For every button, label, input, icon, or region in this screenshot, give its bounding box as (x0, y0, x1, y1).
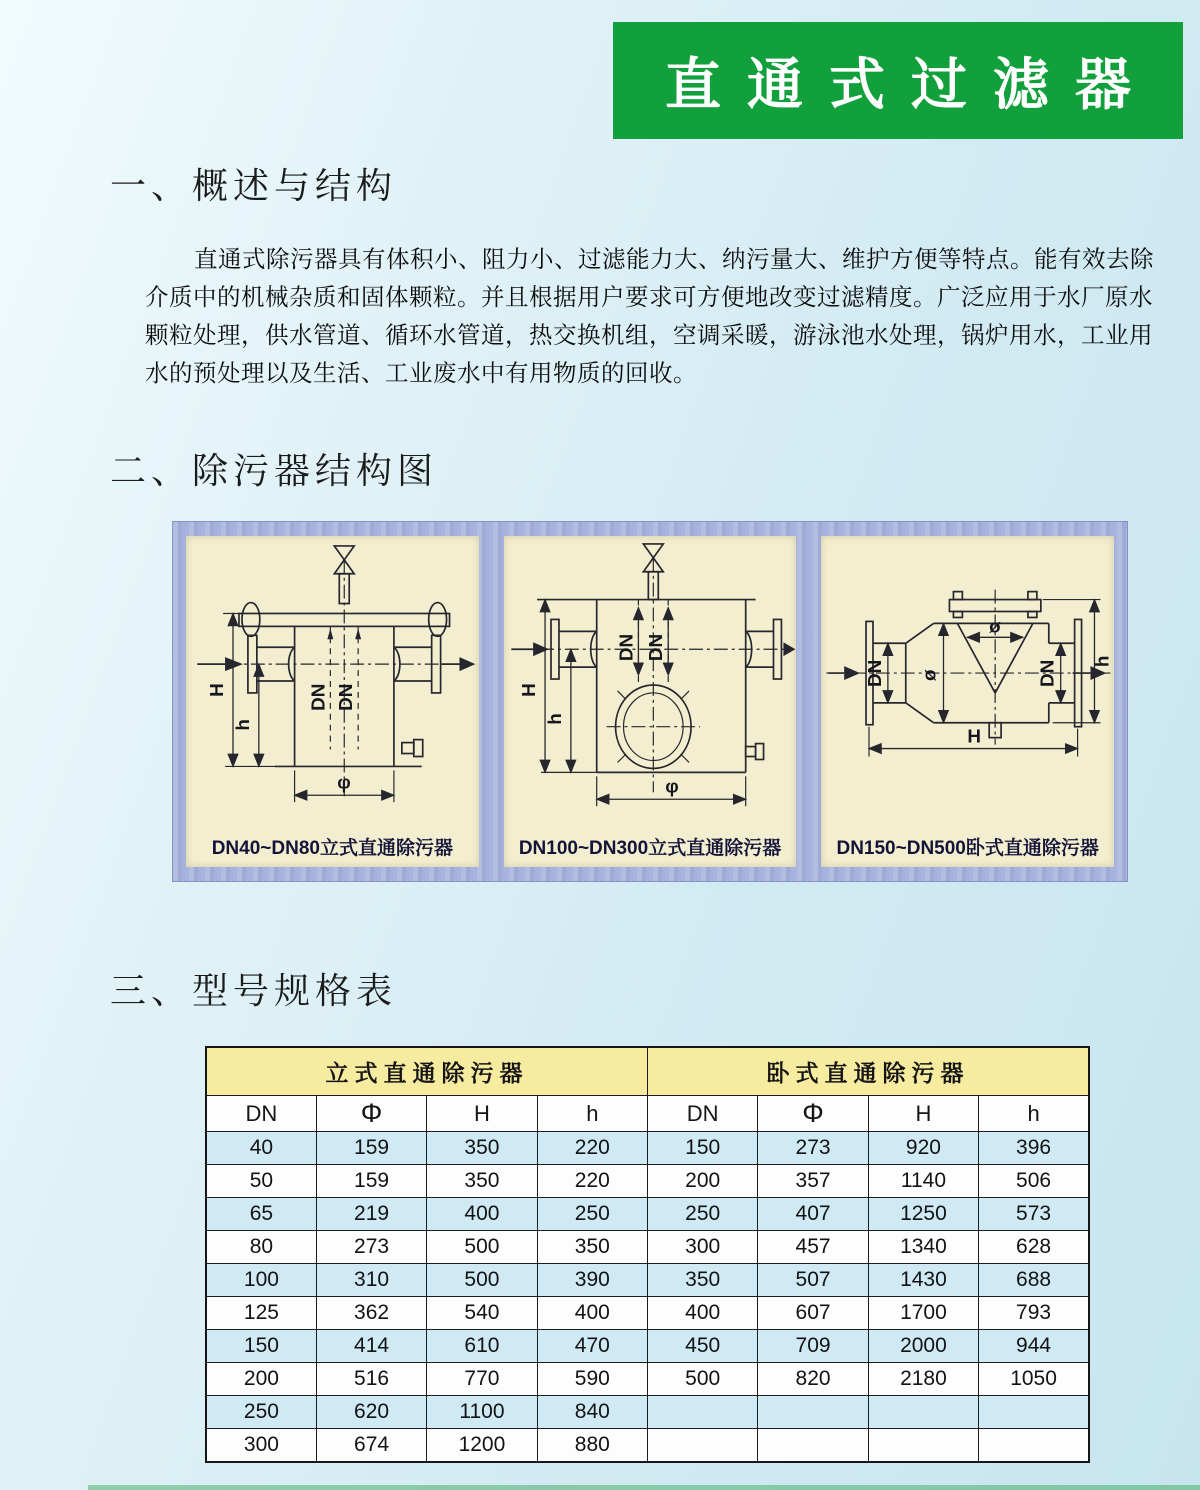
dim-label-h: h (543, 713, 565, 725)
table-cell (868, 1396, 978, 1429)
table-cell (758, 1396, 868, 1429)
table-cell: 770 (427, 1363, 537, 1396)
table-row (206, 1264, 1089, 1297)
table-cell: 674 (316, 1429, 426, 1463)
table-cell (979, 1396, 1089, 1429)
dim-label-phi: φ (664, 775, 679, 797)
table-cell: 590 (537, 1363, 647, 1396)
col-header: h (537, 1096, 647, 1132)
table-cell: 400 (427, 1198, 537, 1231)
table-cell: 457 (758, 1231, 868, 1264)
table-cell: 250 (537, 1198, 647, 1231)
section-heading-overview: 一、概述与结构 (110, 165, 398, 206)
table-cell: 220 (537, 1132, 647, 1165)
dim-label-h: h (1091, 655, 1113, 668)
table-cell: 628 (979, 1231, 1089, 1264)
dim-label-H: H (517, 683, 539, 697)
table-cell: 310 (316, 1264, 426, 1297)
table-row (206, 1231, 1089, 1264)
dim-label-dn-left: DN (615, 633, 637, 662)
table-row (206, 1198, 1089, 1231)
intro-line: 介质中的机械杂质和固体颗粒。并且根据用户要求可方便地改变过滤精度。广泛应用于水厂原水 (145, 284, 1153, 310)
section-heading-spec-table: 三、型号规格表 (110, 970, 398, 1011)
table-row (206, 1429, 1089, 1463)
table-cell: 273 (316, 1231, 426, 1264)
table-cell: 357 (758, 1165, 868, 1198)
table-cell: 219 (316, 1198, 426, 1231)
table-cell: 50 (206, 1165, 316, 1198)
table-cell: 400 (648, 1297, 758, 1330)
table-cell: 350 (648, 1264, 758, 1297)
table-cell: 150 (206, 1330, 316, 1363)
dim-label-h: h (231, 719, 253, 731)
diagram-panel-horizontal (821, 536, 1114, 867)
table-cell: 159 (316, 1132, 426, 1165)
table-cell: 300 (206, 1429, 316, 1463)
table-cell: 793 (979, 1297, 1089, 1330)
table-cell: 65 (206, 1198, 316, 1231)
table-cell: 820 (758, 1363, 868, 1396)
title-banner (613, 22, 1183, 139)
table-cell: 470 (537, 1330, 647, 1363)
col-header: H (868, 1096, 978, 1132)
dim-label-phi-body: ø (918, 669, 940, 682)
col-header: h (979, 1096, 1089, 1132)
diagram-caption: DN150~DN500卧式直通除污器 (836, 838, 1099, 859)
table-cell: 362 (316, 1297, 426, 1330)
table-cell: 100 (206, 1264, 316, 1297)
table-row (206, 1330, 1089, 1363)
table-cell: 840 (537, 1396, 647, 1429)
table-cell: 709 (758, 1330, 868, 1363)
table-cell: 1100 (427, 1396, 537, 1429)
table-cell: 620 (316, 1396, 426, 1429)
bottom-green-strip (88, 1485, 1200, 1490)
table-cell: 350 (427, 1165, 537, 1198)
intro-line: 直通式除污器具有体积小、阻力小、过滤能力大、纳污量大、维护方便等特点。能有效去除 (194, 246, 1154, 272)
table-cell: 200 (206, 1363, 316, 1396)
table-cell: 1140 (868, 1165, 978, 1198)
intro-paragraph (145, 240, 1154, 392)
table-cell: 450 (648, 1330, 758, 1363)
table-row (206, 1165, 1089, 1198)
page-title: 直通式过滤器 (665, 52, 1157, 116)
diagram-caption: DN100~DN300立式直通除污器 (518, 838, 782, 859)
table-cell: 688 (979, 1264, 1089, 1297)
strainer-drawing-dn100-dn300 (504, 536, 797, 830)
table-cell: 500 (648, 1363, 758, 1396)
table-cell: 350 (537, 1231, 647, 1264)
table-cell: 1050 (979, 1363, 1089, 1396)
group-header-horizontal: 卧式直通除污器 (648, 1047, 1090, 1096)
table-cell: 390 (537, 1264, 647, 1297)
table-cell: 350 (427, 1132, 537, 1165)
diagram-panel-vertical-small (186, 536, 479, 867)
dim-label-dn-left: DN (864, 659, 886, 687)
table-cell: 1700 (868, 1297, 978, 1330)
dim-label-phi-top: ø (989, 615, 1002, 637)
table-cell: 300 (648, 1231, 758, 1264)
table-cell: 125 (206, 1297, 316, 1330)
col-header: DN (206, 1096, 316, 1132)
dim-label-dn-right: DN (1037, 659, 1059, 687)
table-cell: 920 (868, 1132, 978, 1165)
dim-label-phi: φ (337, 771, 351, 793)
strainer-drawing-dn40-dn80 (186, 536, 479, 830)
table-cell: 516 (316, 1363, 426, 1396)
dim-label-H: H (206, 683, 228, 697)
table-cell: 414 (316, 1330, 426, 1363)
table-cell: 159 (316, 1165, 426, 1198)
table-cell: 610 (427, 1330, 537, 1363)
table-column-header-row (206, 1096, 1089, 1132)
col-header: DN (648, 1096, 758, 1132)
table-cell: 500 (427, 1231, 537, 1264)
strainer-drawing-dn150-dn500 (821, 536, 1114, 830)
diagram-caption: DN40~DN80立式直通除污器 (211, 838, 453, 859)
col-header-phi: Φ (316, 1096, 426, 1132)
table-cell: 250 (648, 1198, 758, 1231)
col-header: H (427, 1096, 537, 1132)
dim-label-H: H (967, 725, 982, 747)
table-row (206, 1363, 1089, 1396)
table-cell (648, 1396, 758, 1429)
table-cell: 40 (206, 1132, 316, 1165)
table-cell (758, 1429, 868, 1463)
table-row (206, 1297, 1089, 1330)
table-cell: 607 (758, 1297, 868, 1330)
table-cell (868, 1429, 978, 1463)
table-cell: 2000 (868, 1330, 978, 1363)
table-group-header-row (206, 1047, 1089, 1096)
table-cell: 506 (979, 1165, 1089, 1198)
table-cell: 507 (758, 1264, 868, 1297)
table-cell: 220 (537, 1165, 647, 1198)
table-cell: 573 (979, 1198, 1089, 1231)
table-cell: 2180 (868, 1363, 978, 1396)
table-cell: 407 (758, 1198, 868, 1231)
group-header-vertical: 立式直通除污器 (206, 1047, 648, 1096)
table-cell: 150 (648, 1132, 758, 1165)
dim-label-dn-right: DN (335, 683, 357, 711)
table-cell: 80 (206, 1231, 316, 1264)
table-row (206, 1396, 1089, 1429)
table-cell: 944 (979, 1330, 1089, 1363)
intro-line: 水的预处理以及生活、工业废水中有用物质的回收。 (145, 360, 697, 386)
table-cell: 1200 (427, 1429, 537, 1463)
col-header-phi: Φ (758, 1096, 868, 1132)
table-cell: 1340 (868, 1231, 978, 1264)
table-cell (648, 1429, 758, 1463)
intro-line: 颗粒处理，供水管道、循环水管道，热交换机组，空调采暖，游泳池水处理，锅炉用水，工业用 (145, 322, 1153, 348)
table-cell (979, 1429, 1089, 1463)
table-cell: 273 (758, 1132, 868, 1165)
table-cell: 200 (648, 1165, 758, 1198)
spec-table (205, 1046, 1090, 1463)
section-heading-structure: 二、除污器结构图 (110, 450, 439, 491)
table-cell: 1430 (868, 1264, 978, 1297)
table-cell: 540 (427, 1297, 537, 1330)
table-cell: 1250 (868, 1198, 978, 1231)
table-cell: 396 (979, 1132, 1089, 1165)
table-cell: 400 (537, 1297, 647, 1330)
table-cell: 500 (427, 1264, 537, 1297)
dim-label-dn-left: DN (307, 683, 329, 711)
diagram-panel-vertical-large (504, 536, 797, 867)
table-row (206, 1132, 1089, 1165)
structure-diagram-strip (172, 521, 1128, 882)
table-cell: 250 (206, 1396, 316, 1429)
table-cell: 880 (537, 1429, 647, 1463)
dim-label-dn-right: DN (644, 633, 666, 662)
